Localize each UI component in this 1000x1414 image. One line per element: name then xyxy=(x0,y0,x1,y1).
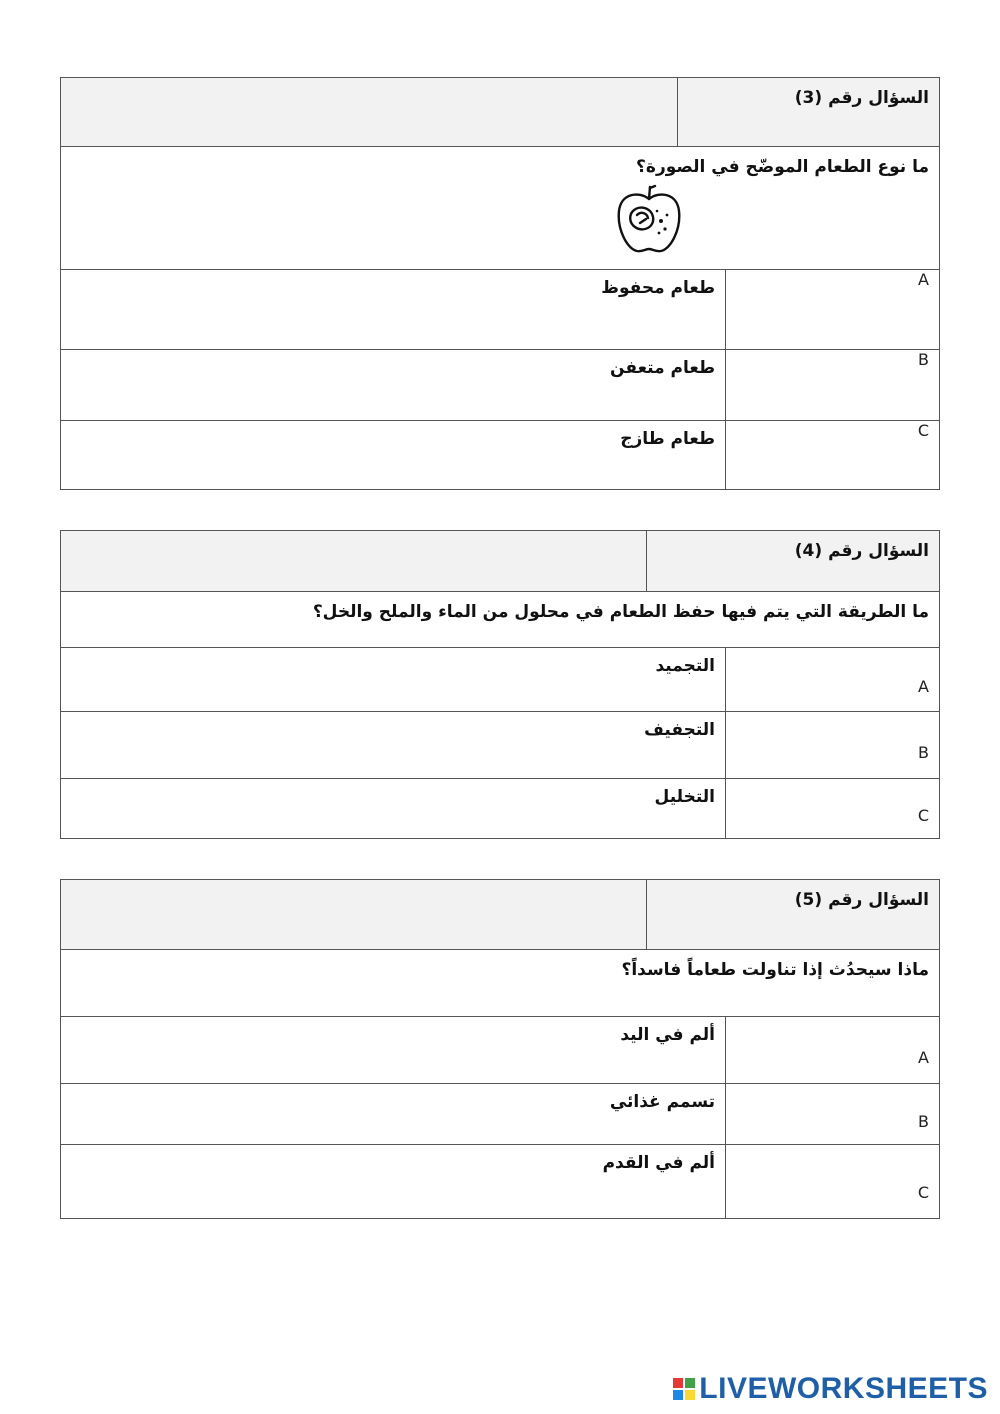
option-row[interactable] xyxy=(61,350,940,421)
option-letter: A xyxy=(726,1017,940,1084)
moldy-apple-icon xyxy=(609,181,689,261)
option-letter: B xyxy=(726,712,940,779)
option-row[interactable] xyxy=(61,648,940,712)
option-row[interactable] xyxy=(61,270,940,350)
logo-square xyxy=(685,1378,695,1388)
option-row[interactable] xyxy=(61,421,940,490)
option-text: التجفيف xyxy=(61,712,726,779)
option-row[interactable] xyxy=(61,1017,940,1084)
option-row[interactable] xyxy=(61,712,940,779)
question-text: ما نوع الطعام الموضّح في الصورة؟ xyxy=(636,157,929,177)
question-number: السؤال رقم (4) xyxy=(646,531,939,592)
question-5-block xyxy=(60,879,940,1219)
question-text: ما الطريقة التي يتم فيها حفظ الطعام في محلول من الماء والملح والخل؟ xyxy=(61,592,940,648)
logo-grid-icon xyxy=(673,1378,695,1400)
option-text: ألم في القدم xyxy=(61,1145,726,1219)
option-letter: C xyxy=(726,421,940,490)
option-row[interactable] xyxy=(61,1145,940,1219)
logo-text: LIVEWORKSHEETS xyxy=(699,1372,988,1405)
option-text: تسمم غذائي xyxy=(61,1084,726,1145)
question-number: السؤال رقم (3) xyxy=(677,78,939,147)
logo-square xyxy=(685,1390,695,1400)
question-text: ماذا سيحدُث إذا تناولت طعاماً فاسداً؟ xyxy=(61,950,940,1017)
option-text: ألم في اليد xyxy=(61,1017,726,1084)
answer-box[interactable] xyxy=(61,880,647,950)
option-row[interactable] xyxy=(61,779,940,839)
answer-box[interactable] xyxy=(61,78,678,147)
answer-box[interactable] xyxy=(61,531,647,592)
option-text: التجميد xyxy=(61,648,726,712)
option-letter: A xyxy=(726,270,940,350)
option-letter: B xyxy=(726,350,940,421)
option-row[interactable] xyxy=(61,1084,940,1145)
option-letter: B xyxy=(726,1084,940,1145)
logo-square xyxy=(673,1390,683,1400)
option-text: طعام متعفن xyxy=(61,350,726,421)
option-text: طعام طازج xyxy=(61,421,726,490)
liveworksheets-logo xyxy=(673,1372,988,1406)
question-3-block xyxy=(60,77,940,490)
logo-square xyxy=(673,1378,683,1388)
option-text: طعام محفوظ xyxy=(61,270,726,350)
question-4-block xyxy=(60,530,940,839)
question-text-cell xyxy=(61,147,940,270)
option-letter: A xyxy=(726,648,940,712)
option-text: التخليل xyxy=(61,779,726,839)
option-letter: C xyxy=(726,1145,940,1219)
option-letter: C xyxy=(726,779,940,839)
question-number: السؤال رقم (5) xyxy=(646,880,939,950)
